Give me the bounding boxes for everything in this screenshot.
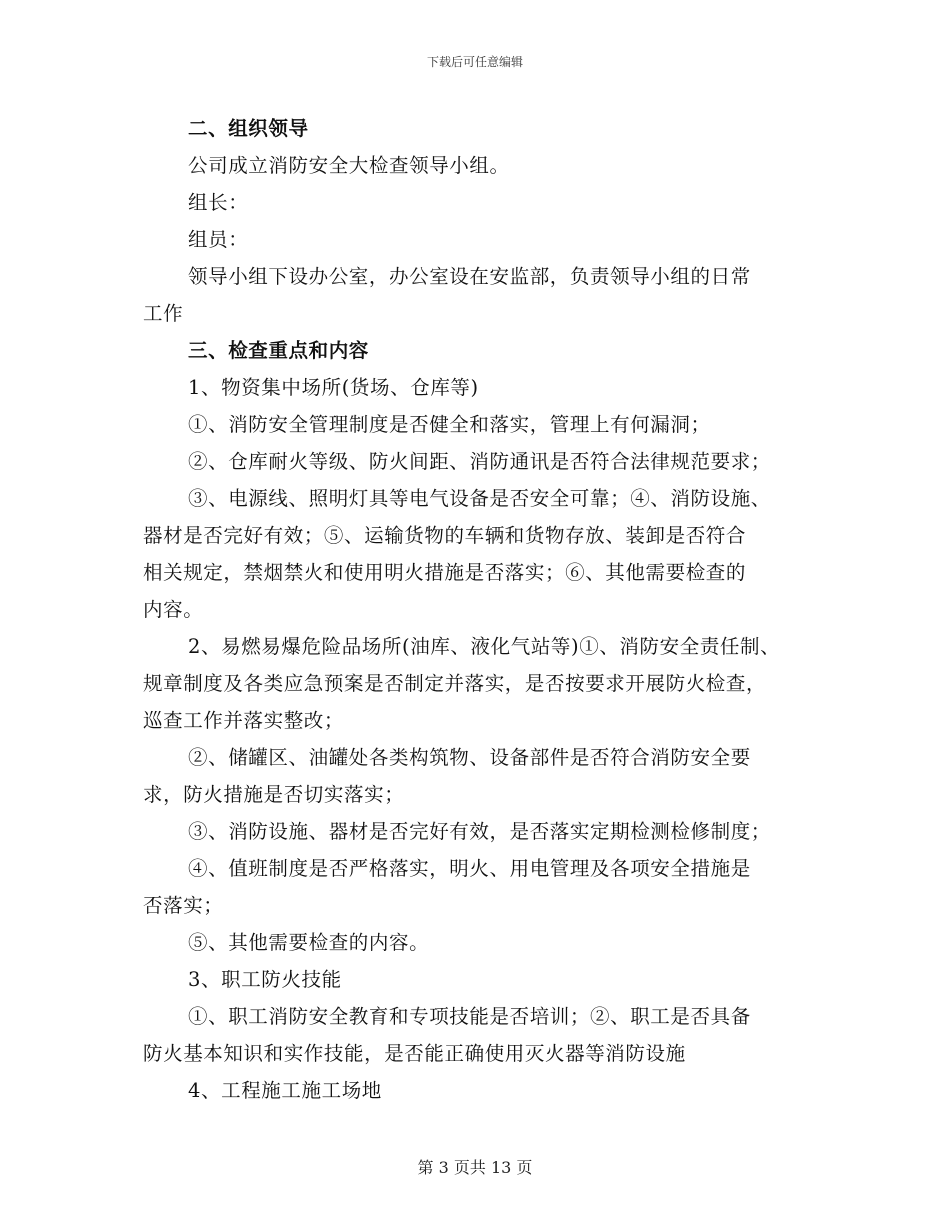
paragraph-line: ⑤、其他需要检查的内容。 [188,931,430,954]
paragraph-line: 器材是否完好有效；⑤、运输货物的车辆和货物存放、装卸是否符合 [143,524,747,547]
page-header: 下载后可任意编辑 [426,55,523,69]
paragraph-line: ③、电源线、照明灯具等电气设备是否安全可靠；④、消防设施、 [188,487,771,510]
paragraph-line: 组长： [188,191,249,214]
paragraph-line: 公司成立消防安全大检查领导小组。 [188,154,510,177]
paragraph-line: 领导小组下设办公室，办公室设在安监部，负责领导小组的日常 [188,265,751,288]
paragraph-line: 巡查工作并落实整改； [143,709,345,732]
section-heading: 二、组织领导 [188,117,309,140]
paragraph-line: ④、值班制度是否严格落实，明火、用电管理及各项安全措施是 [188,857,751,880]
paragraph-line: ①、消防安全管理制度是否健全和落实，管理上有何漏洞； [188,413,711,436]
paragraph-line: ①、职工消防安全教育和专项技能是否培训；②、职工是否具备 [188,1005,751,1028]
paragraph-line: 组员： [188,228,249,251]
paragraph-line: 工作 [143,302,184,325]
paragraph-line: 防火基本知识和实作技能，是否能正确使用灭火器等消防设施 [143,1042,686,1065]
section-heading: 三、检查重点和内容 [188,339,369,362]
document-body [143,110,823,1109]
paragraph-line: 4、工程施工施工场地 [188,1079,382,1102]
page-footer: 第 3 页共 13 页 [417,1158,533,1177]
paragraph-line: 求，防火措施是否切实落实； [143,783,405,806]
paragraph-line: 2、易燃易爆危险品场所(油库、液化气站等)①、消防安全责任制、 [188,635,781,658]
paragraph-line: 内容。 [143,598,204,621]
paragraph-line: 规章制度及各类应急预案是否制定并落实，是否按要求开展防火检查， [143,672,767,695]
paragraph-line: 1、物资集中场所(货场、仓库等) [188,376,479,399]
paragraph-line: 3、职工防火技能 [188,968,342,991]
paragraph-line: 否落实； [143,894,224,917]
paragraph-line: ②、储罐区、油罐处各类构筑物、设备部件是否符合消防安全要 [188,746,751,769]
paragraph-line: ③、消防设施、器材是否完好有效，是否落实定期检测检修制度； [188,820,771,843]
paragraph-line: 相关规定，禁烟禁火和使用明火措施是否落实；⑥、其他需要检查的 [143,561,747,584]
paragraph-line: ②、仓库耐火等级、防火间距、消防通讯是否符合法律规范要求； [188,450,771,473]
